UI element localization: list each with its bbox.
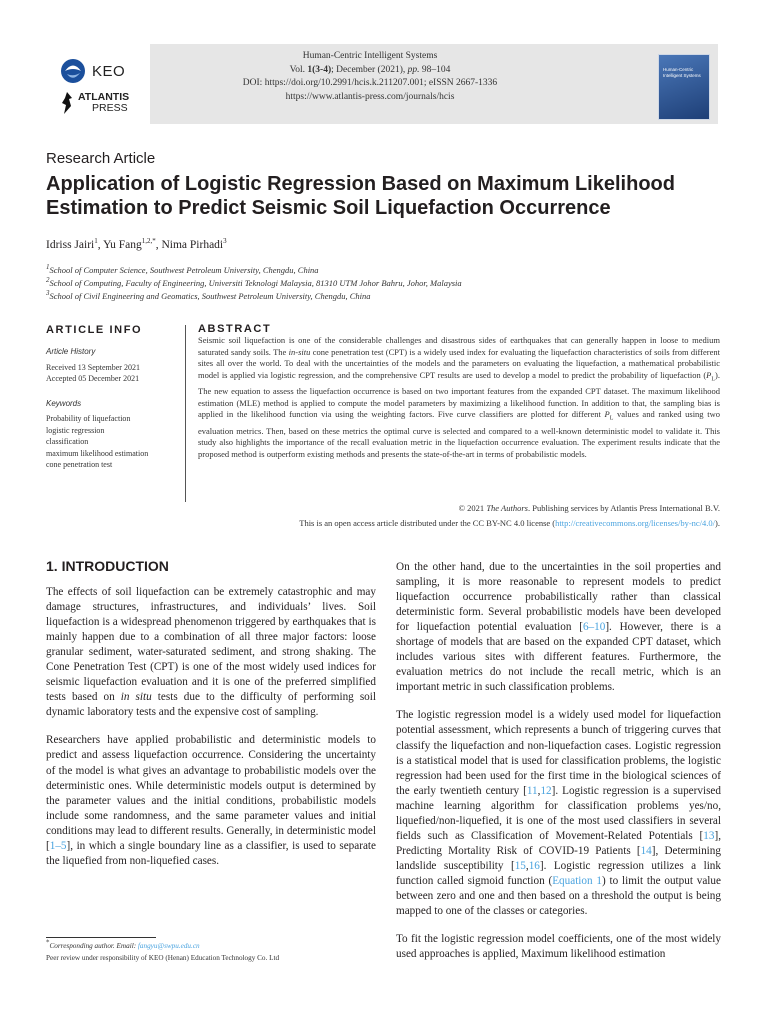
keyword-item: classification: [46, 437, 89, 446]
citation-link[interactable]: 6–10: [582, 621, 606, 634]
citation-link[interactable]: 15: [514, 859, 526, 872]
column-divider: [185, 325, 186, 502]
paragraph: On the other hand, due to the uncertainties in the soil properties and sampling, it is more reasonable to represent models to predict liquefaction occurrence probabilistically rather than classical deterministic form. Several probabilistic models have been developed for liquefaction potential evaluation [6–10]. However, there is a shortage of models that are based on the expanded CPT dataset, which includes various sites with different features. Furthermore, the evaluation metrics do not include the recall metric, which is an important metric in such classification problems.: [396, 561, 721, 694]
corresponding-author-note: *Corresponding author. Email: fangyu@swpu.edu.cn: [46, 938, 200, 950]
section-heading: 1. INTRODUCTION: [46, 558, 169, 574]
keywords-heading: Keywords: [46, 398, 82, 408]
citation-link[interactable]: 12: [540, 784, 552, 797]
equation-link[interactable]: Equation 1: [552, 874, 602, 887]
atlantis-figure-icon: [60, 92, 74, 114]
received-date: Received 13 September 2021: [46, 362, 140, 372]
atlantis-label: ATLANTIS: [78, 91, 130, 103]
paragraph: To fit the logistic regression model coefficients, one of the most widely used approaches is applied, Maximum likelihood estimation: [396, 933, 721, 961]
citation-link[interactable]: 13: [703, 829, 715, 842]
body-column-left: [46, 585, 376, 882]
affiliations: [46, 264, 726, 302]
author-name: Yu Fang: [103, 239, 142, 251]
cover-title: Human-Centric Intelligent Systems: [663, 67, 701, 78]
license-line: This is an open access article distributed under the CC BY-NC 4.0 license (http://creativecommons.org/licenses/by-nc/4.0/).: [299, 518, 720, 528]
history-heading: Article History: [46, 347, 96, 356]
copyright-line: © 2021 The Authors. Publishing services by Atlantis Press International B.V.: [458, 503, 720, 513]
journal-name: Human-Centric Intelligent Systems: [302, 51, 438, 61]
keo-globe-icon: [60, 58, 86, 84]
atlantis-press-logo[interactable]: [60, 92, 129, 114]
keo-logo[interactable]: [60, 58, 125, 84]
paragraph: The effects of soil liquefaction can be extremely catastrophic and may damage structures, infrastructures, and individuals’ lives. Soil liquefaction is a widespread phenomenon triggered by earthquakes that is mainly happen due to a combination of all three major factors: loose granular sediment, water-saturated sediment, and strong shaking. The Cone Penetration Test (CPT) is one of the most widely used indices for seismic liquefaction evaluation and it is one of the preferred simplified tests based on in situ tests due to the difficulty of performing soil dynamic laboratory tests and the expensive cost of sampling.: [46, 586, 376, 719]
citation-link[interactable]: 16: [528, 859, 540, 872]
footnote-divider: [46, 937, 156, 938]
press-label: PRESS: [92, 102, 128, 114]
abstract-text: Seismic soil liquefaction is one of the considerable challenges and disastrous sides of earthquakes that can generally happen in loose to medium saturated sandy soils. The in-situ cone penetration test (CPT) is a widely used index for evaluating the liquefaction characteristics of soils from different sites all over the world. To deal with the uncertainties of the models and the parameters on evaluating the liquefaction, a mathematical probabilistic model is applied via logistic regression, and the comprehensive CPT results are used to develop a model to predict the probability of liquefaction $(P_L)$. The new equation to assess the liquefaction occurrence is based on two important features from the expanded CPT dataset. The maximum likelihood estimation (MLE) method is applied to compute the model parameters by maximizing a likelihood function. In addition to that, the sampling bias is applied in the likelihood function via using the weighting factors. Five curve classifiers are plotted for different $P_L$ values and ranked using two evaluation metrics. Then, based on these metrics the optimal curve is selected and compared to a well-known deterministic model to validate it. This study also highlights the importance of the recall evaluation metric in the liquefaction occurrence evaluation. The experiment results indicate that the proposed method is outperform existing methods and presents the state-of-the-art in terms of probabilistic models.: [198, 335, 720, 459]
journal-url[interactable]: https://www.atlantis-press.com/journals/hcis: [285, 91, 455, 102]
accepted-date: Accepted 05 December 2021: [46, 374, 140, 383]
keyword-list: [46, 413, 178, 471]
article-info: [46, 346, 178, 471]
keo-label: KEO: [92, 62, 126, 80]
article-type: Research Article: [46, 150, 156, 167]
body-column-right: [396, 560, 721, 975]
affiliation-item: $^2$School of Computing, Faculty of Engineering, Universiti Teknologi Malaysia, 81310 UTM Johor Bahru, Johor, Malaysia: [46, 275, 462, 288]
affiliation-item: $^3$School of Civil Engineering and Geomatics, Southwest Petroleum University, Chengdu, China: [46, 288, 371, 301]
author-name: Idriss Jairi: [46, 239, 95, 251]
abstract-heading: ABSTRACT: [198, 323, 272, 335]
keyword-item: cone penetration test: [46, 460, 113, 469]
citation-link[interactable]: 14: [640, 844, 652, 857]
journal-header: [150, 44, 718, 124]
article-info-heading: ARTICLE INFO: [46, 324, 143, 336]
author-list: Idriss Jairi$^1$, Yu Fang$^{1,2,*}$, Nima Pirhadi$^3$: [46, 237, 227, 251]
volume-line: Vol. 1(3-4); December (2021), pp. 98–104: [289, 64, 451, 75]
keyword-item: Probability of liquefaction: [46, 414, 131, 423]
peer-review-note: Peer review under responsibility of KEO (Henan) Education Technology Co. Ltd: [46, 954, 280, 962]
journal-info: [210, 50, 530, 104]
keyword-item: maximum likelihood estimation: [46, 448, 149, 458]
citation-link[interactable]: 11: [526, 784, 538, 797]
page-title: Application of Logistic Regression Based on Maximum Likelihood Estimation to Predict Seismic Soil Liquefaction Occurrence: [46, 173, 675, 219]
footnote: [46, 940, 386, 964]
license-link[interactable]: http://creativecommons.org/licenses/by-nc/4.0/: [555, 518, 716, 528]
affiliation-item: $^1$School of Computer Science, Southwest Petroleum University, Chengdu, China: [46, 263, 319, 275]
publisher-logos: [52, 56, 144, 126]
journal-cover-image: [658, 54, 710, 120]
keyword-item: logistic regression: [46, 425, 105, 435]
paragraph: Researchers have applied probabilistic and deterministic models to predict and assess liquefaction occurrence. Considering the uncertainty of the model is what gives an advantage to probabilistic models over the deterministic ones. While deterministic models output is determined by the parameter values and the initial conditions, probabilistic models include some randomness, and the same parameter values and initial conditions may lead to different results. Generally, in deterministic model [1–5], in which a single boundary line as a classifier, is used to separate the liquefied from non-liquefied cases.: [46, 734, 376, 867]
doi-line[interactable]: DOI: https://doi.org/10.2991/hcis.k.211207.001; eISSN 2667-1336: [242, 78, 498, 88]
email-link[interactable]: fangyu@swpu.edu.cn: [137, 942, 200, 950]
author-name: Nima Pirhadi: [161, 239, 224, 251]
citation-link[interactable]: 1–5: [49, 839, 67, 852]
paragraph: The logistic regression model is a widely used model for liquefaction potential assessment, which represents a bunch of triggering curves that classify the liquefaction and non-liquefaction cases. Logistic regression is a statistical model that is used for classification problems, the logistic regression had been used for the first time in the biological sciences of the early twentieth century [11,12]. Logistic regression is a supervised machine learning algorithm for classification problems yes/no, liquefied/non-liquefied, it is one of the most used classifiers in several fields such as Classification of Movement-Related Potentials [13], Predicting Mortality Risk of COVID-19 Patients [14], Determining landslide susceptibility [15,16]. Logistic regression utilizes a link function called sigmoid function (Equation 1) to limit the output value between zero and one and then based on a threshold the output is being mapped to one of the classes or categories.: [396, 709, 721, 918]
